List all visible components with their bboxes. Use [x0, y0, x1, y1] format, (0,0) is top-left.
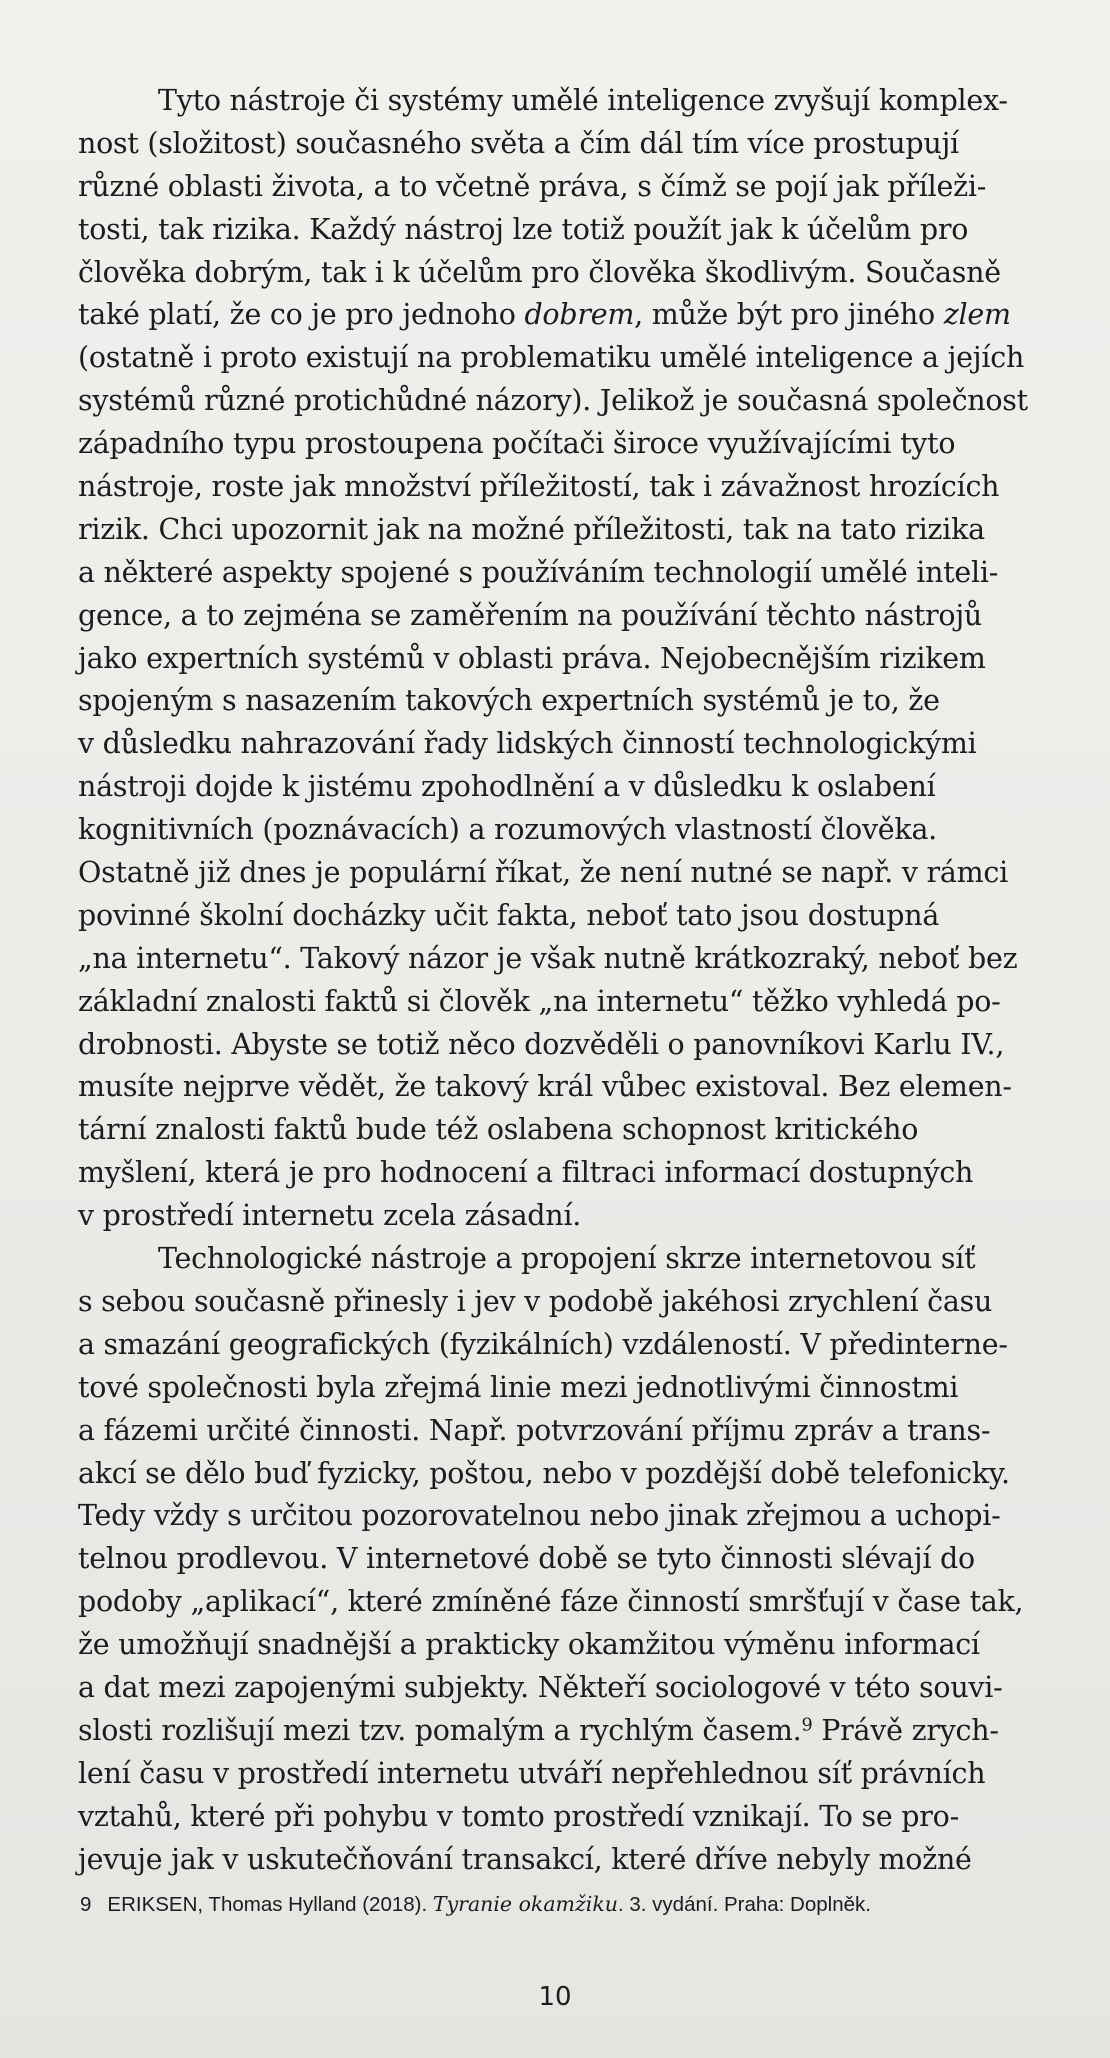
footnote-number: 9 — [80, 1893, 92, 1916]
text-line — [78, 1710, 1038, 1753]
text-line — [78, 294, 1038, 337]
text-line: a dat mezi zapojenými subjekty. Někteří sociologové v této souvi- — [78, 1670, 1003, 1704]
text-segment: , může být pro jiného — [634, 298, 944, 332]
text-line: spojeným s nasazením takových expertních systémů je to, že — [78, 684, 940, 718]
text-line: musíte nejprve vědět, že takový král vůbec existoval. Bez elemen- — [78, 1070, 1012, 1104]
text-line: (ostatně i proto existují na problematiku umělé inteligence a jejích — [78, 341, 1025, 375]
text-line: Ostatně již dnes je populární říkat, že není nutné se např. v rámci — [78, 856, 1008, 890]
text-line: že umožňují snadnější a prakticky okamžitou výměnu informací — [78, 1628, 980, 1662]
text-line: a fázemi určité činnosti. Např. potvrzování příjmu zpráv a trans- — [78, 1413, 991, 1447]
text-line: a některé aspekty spojené s používáním technologií umělé inteli- — [78, 555, 999, 589]
footnote-publication: . 3. vydání. Praha: Doplněk. — [617, 1893, 871, 1916]
text-line: tové společnosti byla zřejmá linie mezi jednotlivými činnostmi — [78, 1370, 959, 1404]
text-line: lení času v prostředí internetu utváří nepřehlednou síť právních — [78, 1756, 986, 1790]
footnote-title: Tyranie okamžiku — [432, 1892, 618, 1916]
text-line: drobnosti. Abyste se totiž něco dozvěděli o panovníkovi Karlu IV., — [78, 1027, 1005, 1061]
text-line: tární znalosti faktů bude též oslabena schopnost kritického — [78, 1113, 919, 1147]
text-line: Tyto nástroje či systémy umělé inteligence zvyšují komplex- — [158, 84, 1008, 117]
text-line: „na internetu“. Takový názor je však nutně krátkozraký, neboť bez — [78, 941, 1018, 975]
footnote-reference: 9 — [801, 1715, 813, 1736]
text-line: tosti, tak rizika. Každý nástroj lze totiž použít jak k účelům pro — [78, 212, 969, 246]
text-line: telnou prodlevou. V internetové době se tyto činnosti slévají do — [78, 1542, 975, 1576]
text-segment: slosti rozlišují mezi tzv. pomalým a rychlým časem. — [78, 1713, 802, 1747]
text-line: jevuje jak v uskutečňování transakcí, které dříve nebyly možné — [78, 1842, 972, 1876]
paragraph-1 — [78, 80, 1038, 1238]
text-line: s sebou současně přinesly i jev v podobě jakéhosi zrychlení času — [78, 1284, 993, 1318]
text-line: nástroji dojde k jistému zpohodlnění a v důsledku k oslabení — [78, 770, 936, 804]
text-line: rizik. Chci upozornit jak na možné příležitosti, tak na tato rizika — [78, 512, 985, 546]
main-text — [78, 80, 1038, 1881]
text-line: vztahů, které při pohybu v tomto prostředí vznikají. To se pro- — [78, 1799, 959, 1833]
italic-word: dobrem — [524, 298, 635, 332]
text-line: nástroje, roste jak množství příležitostí, tak i závažnost hrozících — [78, 470, 1000, 504]
text-line: jako expertních systémů v oblasti práva. Nejobecnějším rizikem — [78, 641, 986, 675]
text-line: v prostředí internetu zcela zásadní. — [78, 1199, 582, 1233]
page-number: 10 — [538, 1982, 572, 2012]
text-line: gence, a to zejména se zaměřením na používání těchto nástrojů — [78, 598, 983, 632]
text-line: myšlení, která je pro hodnocení a filtraci informací dostupných — [78, 1156, 974, 1190]
footnote — [80, 1890, 1060, 1919]
footnote-author: ERIKSEN, Thomas Hylland (2018). — [107, 1893, 433, 1916]
text-line: kognitivních (poznávacích) a rozumových vlastností člověka. — [78, 813, 937, 847]
text-line: podoby „aplikací“, které zmíněné fáze činností smršťují v čase tak, — [78, 1585, 1024, 1619]
text-line: Tedy vždy s určitou pozorovatelnou nebo jinak zřejmou a uchopi- — [78, 1499, 1001, 1533]
text-line: různé oblasti života, a to včetně práva, s čímž se pojí jak příleži- — [78, 169, 987, 203]
text-line: a smazání geografických (fyzikálních) vzdáleností. V předinterne- — [78, 1327, 1008, 1361]
text-line: západního typu prostoupena počítači široce využívajícími tyto — [78, 427, 956, 461]
text-line: základní znalosti faktů si člověk „na internetu“ těžko vyhledá po- — [78, 984, 1001, 1018]
text-line: v důsledku nahrazování řady lidských činností technologickými — [78, 727, 977, 761]
text-segment: také platí, že co je pro jednoho — [78, 298, 525, 332]
text-line: člověka dobrým, tak i k účelům pro člověka škodlivým. Současně — [78, 255, 1001, 289]
text-segment: Právě zrych- — [812, 1713, 999, 1747]
italic-word: zlem — [943, 298, 1011, 332]
text-line: systémů různé protichůdné názory). Jelikož je současná společnost — [78, 384, 1028, 418]
text-line: nost (složitost) současného světa a čím dál tím více prostupují — [78, 126, 959, 160]
text-line: Technologické nástroje a propojení skrze internetovou síť — [158, 1242, 976, 1276]
paragraph-2 — [78, 1238, 1038, 1881]
text-line: akcí se dělo buď fyzicky, poštou, nebo v pozdější době telefonicky. — [78, 1456, 1010, 1490]
text-line: povinné školní docházky učit fakta, neboť tato jsou dostupná — [78, 898, 940, 932]
